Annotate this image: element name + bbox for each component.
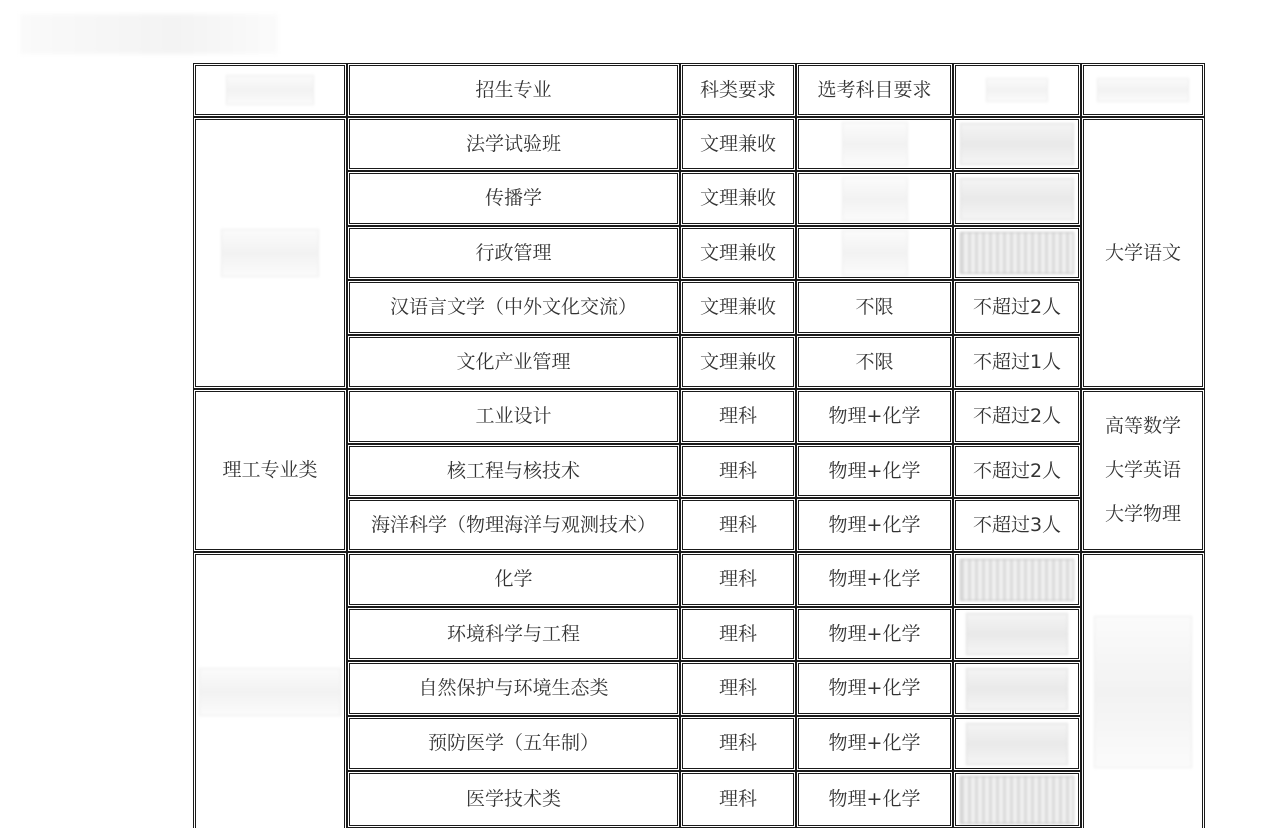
header-category: 科类要求 xyxy=(680,63,796,117)
major-cell: 文化产业管理 xyxy=(347,335,680,389)
header-limit xyxy=(953,63,1081,117)
major-cell: 预防医学（五年制） xyxy=(347,716,680,771)
header-course xyxy=(1081,63,1205,117)
course-cell-science xyxy=(1081,552,1205,828)
major-cell: 行政管理 xyxy=(347,226,680,280)
redacted-limit xyxy=(960,776,1074,824)
redacted-header xyxy=(226,75,314,105)
redacted-group-name xyxy=(221,229,319,277)
major-cell: 自然保护与环境生态类 xyxy=(347,661,680,716)
subjects-cell: 物理+化学 xyxy=(796,716,953,771)
redacted-subjects xyxy=(842,177,908,221)
group-cell-engineering: 理工专业类 xyxy=(193,389,347,552)
redacted-course xyxy=(1094,616,1192,768)
subjects-cell: 不限 xyxy=(796,280,953,335)
subjects-cell xyxy=(796,117,953,171)
limit-cell xyxy=(953,117,1081,171)
redacted-header xyxy=(1097,78,1189,102)
limit-cell xyxy=(953,607,1081,661)
redacted-limit xyxy=(966,613,1068,655)
category-cell: 理科 xyxy=(680,552,796,607)
limit-cell: 不超过2人 xyxy=(953,444,1081,498)
limit-cell xyxy=(953,226,1081,280)
limit-cell: 不超过3人 xyxy=(953,498,1081,552)
redacted-subjects xyxy=(842,122,908,166)
subjects-cell: 物理+化学 xyxy=(796,661,953,716)
major-cell: 法学试验班 xyxy=(347,117,680,171)
subjects-cell: 物理+化学 xyxy=(796,389,953,444)
limit-cell xyxy=(953,552,1081,607)
group-cell-humanities xyxy=(193,117,347,389)
subjects-cell xyxy=(796,226,953,280)
category-cell: 文理兼收 xyxy=(680,117,796,171)
header-major: 招生专业 xyxy=(347,63,680,117)
major-cell: 海洋科学（物理海洋与观测技术） xyxy=(347,498,680,552)
category-cell: 文理兼收 xyxy=(680,226,796,280)
limit-cell: 不超过2人 xyxy=(953,389,1081,444)
major-cell: 核工程与核技术 xyxy=(347,444,680,498)
course-name: 高等数学 xyxy=(1104,415,1181,438)
subjects-cell: 物理+化学 xyxy=(796,771,953,828)
major-cell: 医学技术类 xyxy=(347,771,680,828)
redacted-group-name xyxy=(199,668,341,716)
category-cell: 理科 xyxy=(680,716,796,771)
major-cell: 化学 xyxy=(347,552,680,607)
limit-cell xyxy=(953,716,1081,771)
category-cell: 文理兼收 xyxy=(680,280,796,335)
subjects-cell xyxy=(796,171,953,226)
redacted-limit xyxy=(960,232,1074,274)
subjects-cell: 物理+化学 xyxy=(796,552,953,607)
category-cell: 文理兼收 xyxy=(680,171,796,226)
limit-cell: 不超过1人 xyxy=(953,335,1081,389)
group-cell-science xyxy=(193,552,347,828)
category-cell: 理科 xyxy=(680,444,796,498)
limit-cell xyxy=(953,771,1081,828)
redacted-limit xyxy=(960,178,1074,220)
limit-cell xyxy=(953,171,1081,226)
subjects-cell: 物理+化学 xyxy=(796,607,953,661)
header-group-cell xyxy=(193,63,347,117)
header-subjects: 选考科目要求 xyxy=(796,63,953,117)
limit-cell: 不超过2人 xyxy=(953,280,1081,335)
category-cell: 理科 xyxy=(680,389,796,444)
category-cell: 理科 xyxy=(680,498,796,552)
course-cell-engineering xyxy=(1081,389,1205,552)
category-cell: 理科 xyxy=(680,771,796,828)
course-name: 大学英语 xyxy=(1104,459,1181,482)
course-name: 大学物理 xyxy=(1104,502,1181,525)
subjects-cell: 不限 xyxy=(796,335,953,389)
category-cell: 理科 xyxy=(680,607,796,661)
subjects-cell: 物理+化学 xyxy=(796,498,953,552)
redacted-limit xyxy=(960,123,1074,165)
major-cell: 汉语言文学（中外文化交流） xyxy=(347,280,680,335)
limit-cell xyxy=(953,661,1081,716)
subjects-cell: 物理+化学 xyxy=(796,444,953,498)
major-cell: 传播学 xyxy=(347,171,680,226)
category-cell: 文理兼收 xyxy=(680,335,796,389)
redacted-limit xyxy=(966,668,1068,710)
major-cell: 环境科学与工程 xyxy=(347,607,680,661)
redacted-limit xyxy=(966,723,1068,765)
admission-table xyxy=(193,63,1205,828)
category-cell: 理科 xyxy=(680,661,796,716)
major-cell: 工业设计 xyxy=(347,389,680,444)
course-cell-humanities: 大学语文 xyxy=(1081,117,1205,389)
blurred-caption xyxy=(20,14,278,54)
redacted-limit xyxy=(960,559,1074,601)
redacted-header xyxy=(986,78,1048,102)
redacted-subjects xyxy=(842,230,908,276)
